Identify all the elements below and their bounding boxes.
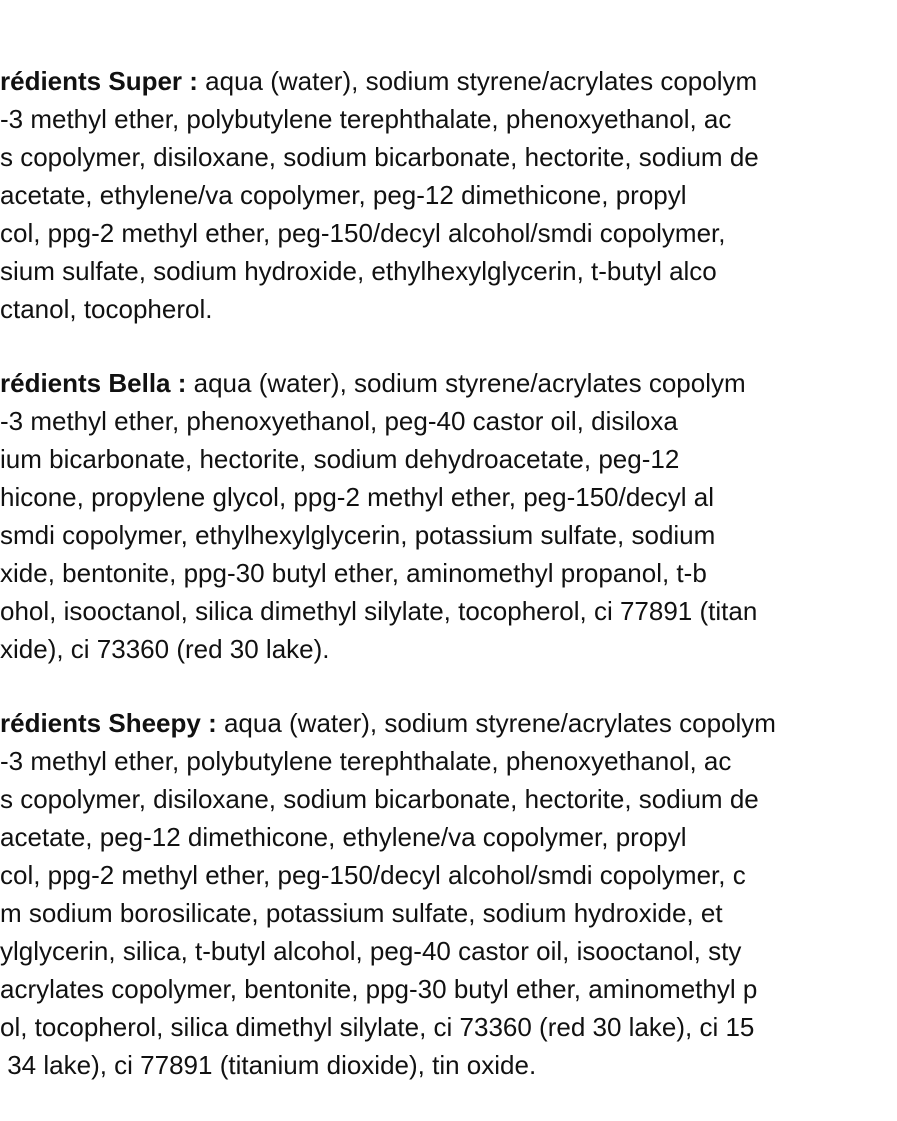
ingredients-line: xide), ci 73360 (red 30 lake). — [0, 634, 330, 664]
ingredients-line: sium sulfate, sodium hydroxide, ethylhexylglycerin, t-butyl alco — [0, 256, 717, 286]
ingredients-line: s copolymer, disiloxane, sodium bicarbonate, hectorite, sodium de — [0, 784, 759, 814]
ingredients-line: acetate, ethylene/va copolymer, peg-12 dimethicone, propyl — [0, 180, 687, 210]
ingredients-line: m sodium borosilicate, potassium sulfate, sodium hydroxide, et — [0, 898, 723, 928]
ingredients-line: col, ppg-2 methyl ether, peg-150/decyl alcohol/smdi copolymer, — [0, 218, 726, 248]
ingredients-line: ohol, isooctanol, silica dimethyl silylate, tocopherol, ci 77891 (titan — [0, 596, 758, 626]
ingredients-line: ol, tocopherol, silica dimethyl silylate, ci 73360 (red 30 lake), ci 15 — [0, 1012, 755, 1042]
ingredients-line: s copolymer, disiloxane, sodium bicarbonate, hectorite, sodium de — [0, 142, 759, 172]
ingredients-line: ctanol, tocopherol. — [0, 294, 213, 324]
ingredients-line: rédients Super : aqua (water), sodium styrene/acrylates copolym — [0, 66, 758, 96]
ingredients-line: rédients Bella : aqua (water), sodium styrene/acrylates copolym — [0, 368, 746, 398]
ingredients-line: 34 lake), ci 77891 (titanium dioxide), tin oxide. — [0, 1050, 537, 1080]
ingredients-line: smdi copolymer, ethylhexylglycerin, potassium sulfate, sodium — [0, 520, 716, 550]
ingredients-line: -3 methyl ether, phenoxyethanol, peg-40 castor oil, disiloxa — [0, 406, 678, 436]
ingredients-line: xide, bentonite, ppg-30 butyl ether, aminomethyl propanol, t-b — [0, 558, 707, 588]
ingredients-line: acrylates copolymer, bentonite, ppg-30 butyl ether, aminomethyl p — [0, 974, 758, 1004]
ingredients-line: ylglycerin, silica, t-butyl alcohol, peg-40 castor oil, isooctanol, sty — [0, 936, 742, 966]
ingredients-line: ium bicarbonate, hectorite, sodium dehydroacetate, peg-12 — [0, 444, 680, 474]
ingredients-line: -3 methyl ether, polybutylene terephthalate, phenoxyethanol, ac — [0, 104, 732, 134]
ingredients-line: -3 methyl ether, polybutylene terephthalate, phenoxyethanol, ac — [0, 746, 732, 776]
ingredients-line: col, ppg-2 methyl ether, peg-150/decyl alcohol/smdi copolymer, c — [0, 860, 746, 890]
ingredients-line: rédients Sheepy : aqua (water), sodium styrene/acrylates copolym — [0, 708, 776, 738]
ingredients-line: hicone, propylene glycol, ppg-2 methyl ether, peg-150/decyl al — [0, 482, 714, 512]
section-heading: rédients Sheepy : — [0, 708, 217, 738]
section-heading: rédients Bella : — [0, 368, 187, 398]
ingredients-line: acetate, peg-12 dimethicone, ethylene/va copolymer, propyl — [0, 822, 687, 852]
section-heading: rédients Super : — [0, 66, 198, 96]
